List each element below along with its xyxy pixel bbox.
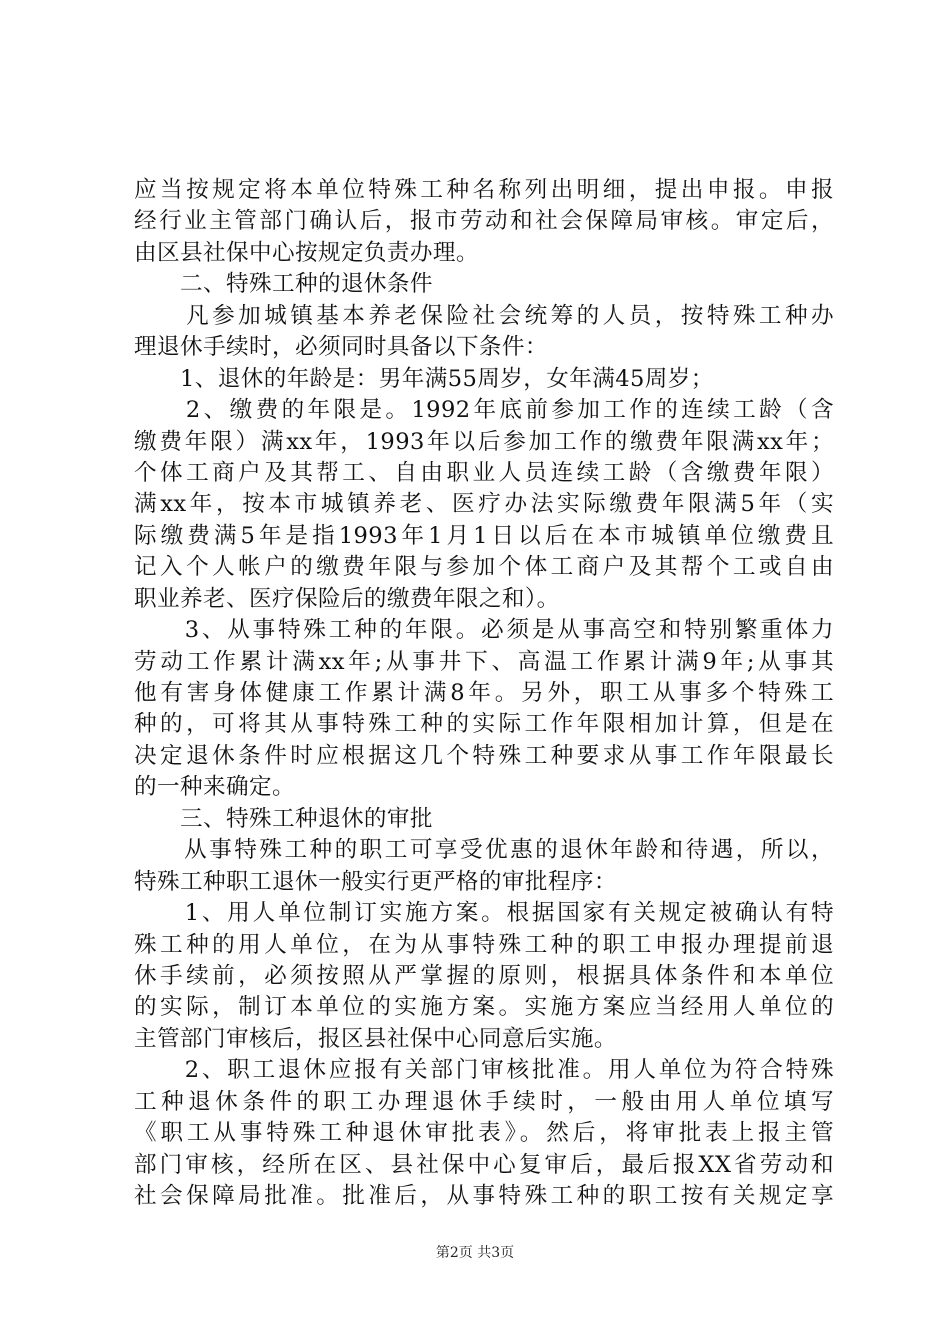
page-footer bbox=[0, 1242, 950, 1262]
text-line: 殊工种的用人单位，在为从事特殊工种的职工申报办理提前退 bbox=[134, 931, 834, 958]
text-line: 决定退休条件时应根据这几个特殊工种要求从事工作年限最长 bbox=[134, 742, 834, 769]
page-number-label: 第2页 共3页 bbox=[435, 1245, 515, 1261]
text-line: 记入个人帐户的缴费年限与参加个体工商户及其帮个工或自由 bbox=[134, 554, 834, 581]
text-line: 经行业主管部门确认后，报市劳动和社会保障局审核。审定后， bbox=[134, 208, 834, 235]
text-line: 种的，可将其从事特殊工种的实际工作年限相加计算，但是在 bbox=[134, 711, 834, 738]
text-line: 特殊工种职工退休一般实行更严格的审批程序： bbox=[134, 868, 617, 895]
text-line: 主管部门审核后，报区县社保中心同意后实施。 bbox=[134, 1025, 617, 1052]
text-line: 他有害身体健康工作累计满8年。另外，职工从事多个特殊工 bbox=[134, 680, 834, 706]
text-line: 满xx年，按本市城镇养老、医疗办法实际缴费年限满5年（实 bbox=[134, 491, 834, 518]
text-line: 2、缴费的年限是。1992年底前参加工作的连续工龄（含 bbox=[134, 397, 834, 424]
text-line: 凡参加城镇基本养老保险社会统筹的人员，按特殊工种办 bbox=[134, 302, 834, 329]
section-heading: 二、特殊工种的退休条件 bbox=[134, 271, 433, 298]
text-line: 际缴费满5年是指1993年1月1日以后在本市城镇单位缴费且 bbox=[134, 522, 834, 549]
text-line: 个体工商户及其帮工、自由职业人员连续工龄（含缴费年限） bbox=[134, 459, 834, 486]
document-body bbox=[134, 175, 834, 1212]
text-line: 1、退休的年龄是：男年满55周岁，女年满45周岁； bbox=[134, 365, 714, 392]
text-line: 休手续前，必须按照从严掌握的原则，根据具体条件和本单位 bbox=[134, 962, 834, 989]
text-line: 3、从事特殊工种的年限。必须是从事高空和特别繁重体力 bbox=[134, 617, 834, 644]
text-line: 1、用人单位制订实施方案。根据国家有关规定被确认有特 bbox=[134, 900, 834, 927]
text-line: 的实际，制订本单位的实施方案。实施方案应当经用人单位的 bbox=[134, 994, 834, 1021]
text-line: 从事特殊工种的职工可享受优惠的退休年龄和待遇，所以， bbox=[134, 837, 834, 864]
text-line: 理退休手续时，必须同时具备以下条件： bbox=[134, 334, 548, 361]
text-line: 《职工从事特殊工种退休审批表》。然后，将审批表上报主管 bbox=[134, 1120, 834, 1147]
text-line: 2、职工退休应报有关部门审核批准。用人单位为符合特殊 bbox=[134, 1057, 834, 1084]
section-heading: 三、特殊工种退休的审批 bbox=[134, 805, 433, 832]
text-line: 由区县社保中心按规定负责办理。 bbox=[134, 239, 479, 266]
text-line: 应当按规定将本单位特殊工种名称列出明细，提出申报。申报 bbox=[134, 177, 834, 203]
text-line: 社会保障局批准。批准后，从事特殊工种的职工按有关规定享 bbox=[134, 1183, 834, 1209]
text-line: 的一种来确定。 bbox=[134, 774, 295, 801]
text-line: 职业养老、医疗保险后的缴费年限之和）。 bbox=[134, 585, 560, 612]
text-line: 部门审核，经所在区、县社保中心复审后，最后报XX省劳动和 bbox=[134, 1151, 834, 1178]
text-line: 劳动工作累计满xx年;从事井下、高温工作累计满9年;从事其 bbox=[134, 648, 834, 675]
text-line: 缴费年限）满xx年，1993年以后参加工作的缴费年限满xx年； bbox=[134, 428, 834, 455]
text-line: 工种退休条件的职工办理退休手续时，一般由用人单位填写 bbox=[134, 1088, 834, 1115]
